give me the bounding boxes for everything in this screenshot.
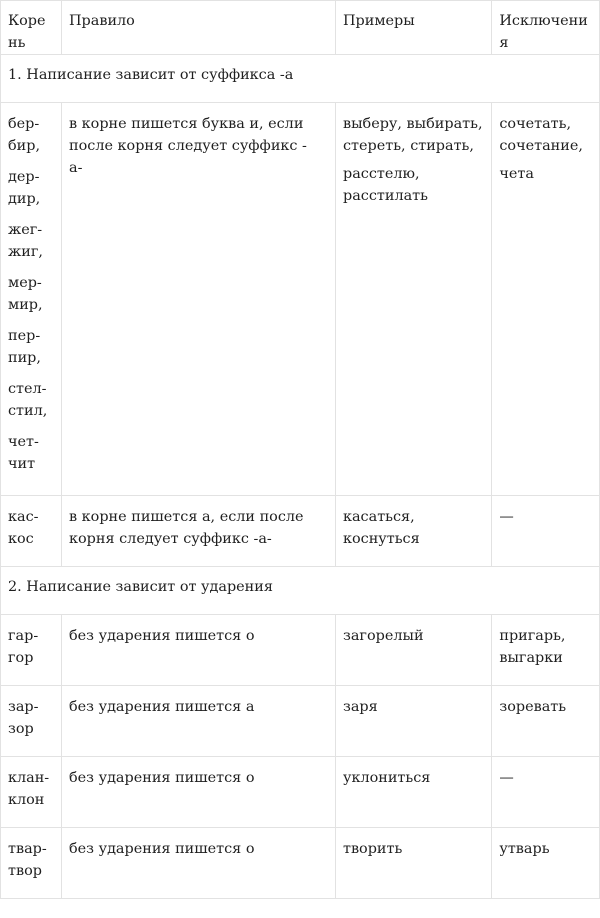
root-cell — [1, 103, 62, 496]
exception-text: пригарь, — [499, 628, 566, 644]
exception-text: — — [499, 770, 514, 786]
root-cell — [1, 828, 62, 899]
section-title: 1. Написание зависит от суффикса -а — [1, 55, 600, 103]
root-text: гар- — [8, 628, 39, 644]
root-text: кас- — [8, 509, 39, 525]
section-title: 2. Написание зависит от ударения — [1, 567, 600, 615]
table-row — [1, 686, 600, 757]
examples-cell — [335, 757, 491, 828]
exception-text: чета — [499, 166, 534, 182]
example-text: касаться, — [342, 509, 415, 525]
rule-cell: без ударения пишется а — [62, 686, 336, 757]
rule-text: а- — [69, 160, 83, 176]
root-text: зор — [8, 721, 34, 737]
section-row — [1, 55, 600, 103]
header-rule: Правило — [62, 1, 336, 55]
root-cell — [1, 496, 62, 567]
example-text: стереть, стирать, — [342, 138, 474, 154]
table-row — [1, 103, 600, 496]
exception-text: сочетание, — [499, 138, 583, 154]
root-text: кос — [8, 531, 34, 547]
root-text: чит — [8, 456, 36, 472]
exceptions-cell — [492, 686, 600, 757]
root-cell — [1, 615, 62, 686]
root-text: зар- — [8, 699, 39, 715]
root-text: клан- — [8, 770, 50, 786]
rule-cell: без ударения пишется о — [62, 757, 336, 828]
table-row — [1, 615, 600, 686]
header-row — [1, 1, 600, 55]
root-text: пир, — [8, 350, 41, 366]
root-cell — [1, 686, 62, 757]
root-text: мир, — [8, 297, 43, 313]
examples-cell — [335, 686, 491, 757]
example-text: загорелый — [342, 628, 424, 644]
example-text: расстилать — [342, 188, 428, 204]
root-cell — [1, 757, 62, 828]
table-row — [1, 757, 600, 828]
root-text: стил, — [8, 403, 48, 419]
root-text: гор — [8, 650, 34, 666]
exceptions-cell — [492, 615, 600, 686]
examples-cell — [335, 615, 491, 686]
rule-text: корня следует суффикс -а- — [69, 531, 272, 547]
root-text: мер- — [8, 275, 42, 291]
root-text: жег- — [8, 222, 43, 238]
rule-cell — [62, 103, 336, 496]
exception-text: — — [499, 509, 514, 525]
rule-text: после корня следует суффикс - — [69, 138, 307, 154]
example-text: заря — [342, 699, 378, 715]
exceptions-cell — [492, 757, 600, 828]
rule-cell: без ударения пишется о — [62, 828, 336, 899]
exceptions-cell — [492, 828, 600, 899]
header-exceptions: Исключения — [492, 1, 600, 55]
rule-text: в корне пишется буква и, если — [69, 116, 304, 132]
root-text: стел- — [8, 381, 47, 397]
examples-cell — [335, 103, 491, 496]
rule-text: в корне пишется а, если после — [69, 509, 304, 525]
root-text: твор — [8, 863, 42, 879]
root-text: клон — [8, 792, 45, 808]
root-text: бир, — [8, 138, 41, 154]
exception-text: выгарки — [499, 650, 563, 666]
header-root: Корень — [1, 1, 62, 55]
rule-cell: без ударения пишется о — [62, 615, 336, 686]
root-text: чет- — [8, 434, 39, 450]
examples-cell — [335, 496, 491, 567]
exception-text: сочетать, — [499, 116, 572, 132]
root-text: бер- — [8, 116, 40, 132]
root-text: твар- — [8, 841, 47, 857]
rule-cell — [62, 496, 336, 567]
table-row — [1, 496, 600, 567]
section-row — [1, 567, 600, 615]
examples-cell — [335, 828, 491, 899]
exception-text: зоревать — [499, 699, 567, 715]
exception-text: утварь — [499, 841, 550, 857]
example-text: творить — [342, 841, 403, 857]
table-row — [1, 828, 600, 899]
example-text: выберу, выбирать, — [342, 116, 483, 132]
example-text: уклониться — [342, 770, 431, 786]
root-text: дер- — [8, 169, 40, 185]
example-text: расстелю, — [342, 166, 420, 182]
example-text: коснуться — [342, 531, 420, 547]
root-text: жиг, — [8, 244, 43, 260]
exceptions-cell — [492, 103, 600, 496]
root-text: дир, — [8, 191, 41, 207]
exceptions-cell — [492, 496, 600, 567]
root-text: пер- — [8, 328, 41, 344]
header-examples: Примеры — [335, 1, 491, 55]
